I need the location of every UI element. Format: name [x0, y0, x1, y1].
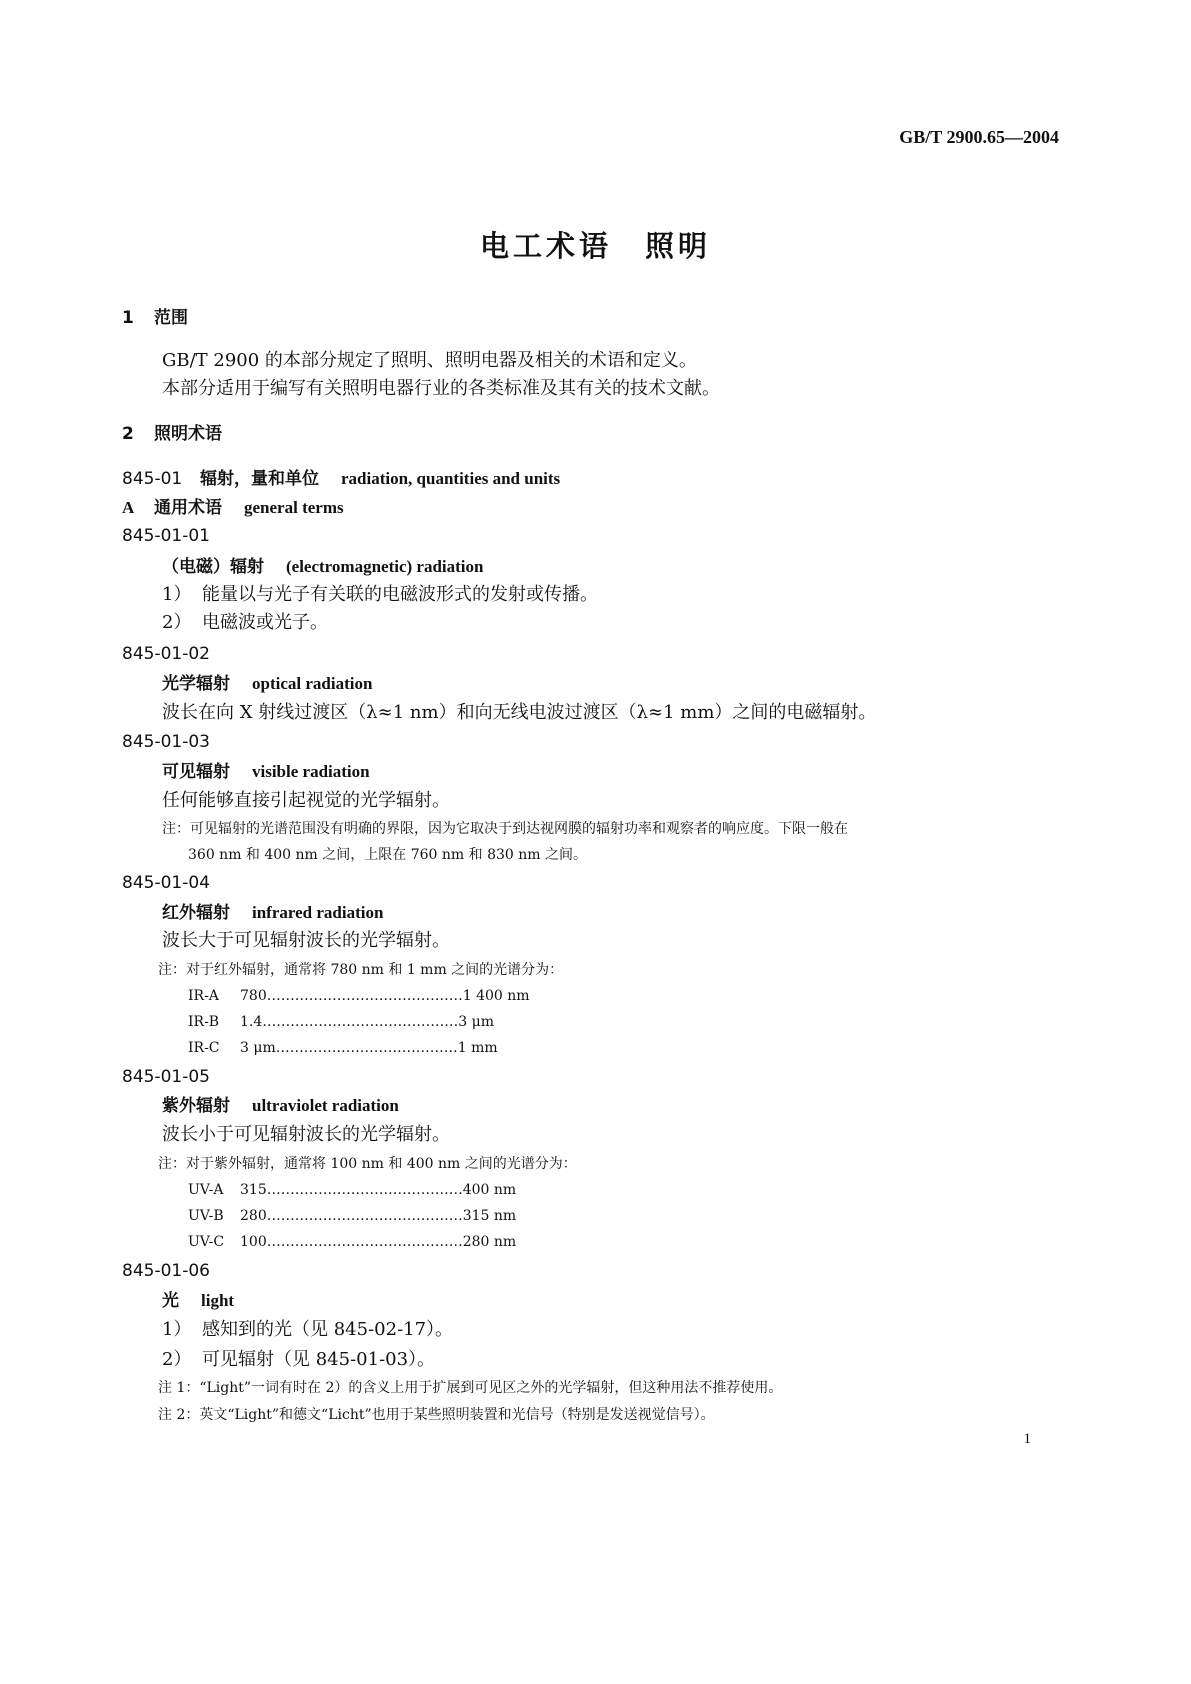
band-label: IR-C [188, 1040, 220, 1056]
band-label: UV-A [188, 1182, 224, 1198]
term-code: 845-01-03 [122, 732, 210, 752]
band-range: 780……………………………………1 400 nm [240, 988, 530, 1004]
term-name-en: optical radiation [252, 674, 373, 693]
term-name-en: infrared radiation [252, 903, 384, 922]
note-text: 注 1：“Light”一词有时在 2）的含义上用于扩展到可见区之外的光学辐射，但这种用法不推荐使用。 [158, 1380, 783, 1396]
band-label: IR-A [188, 988, 219, 1004]
definition-text: 能量以与光子有关联的电磁波形式的发射或传播。 [202, 584, 598, 605]
group-heading [122, 470, 560, 488]
term-name [162, 558, 483, 576]
definition-item [162, 1351, 435, 1369]
definition-number: 1） [162, 1319, 192, 1340]
band-range: 280……………………………………315 nm [240, 1208, 517, 1224]
definition-number: 2） [162, 612, 192, 633]
term-name-zh: 光学辐射 [162, 674, 230, 694]
definition-text: 任何能够直接引起视觉的光学辐射。 [162, 790, 450, 811]
definition-item [162, 1321, 453, 1339]
note-text: 注 2：英文“Light”和德文“Licht”也用于某些照明装置和光信号（特别是发送视觉信号）。 [158, 1407, 715, 1423]
definition-text: 波长小于可见辐射波长的光学辐射。 [162, 1124, 450, 1145]
section-number: 2 [122, 424, 134, 444]
term-name-zh: 可见辐射 [162, 762, 230, 782]
scope-paragraph-1: GB/T 2900 的本部分规定了照明、照明电器及相关的术语和定义。 [162, 350, 697, 371]
definition-text: 电磁波或光子。 [202, 612, 328, 633]
term-name-zh: 光 [162, 1291, 179, 1311]
group-title-en: radiation, quantities and units [341, 469, 561, 488]
standard-code: GB/T 2900.65—2004 [899, 127, 1059, 147]
term-name-zh: 紫外辐射 [162, 1096, 230, 1116]
term-name-en: light [201, 1291, 235, 1310]
section-title: 范围 [154, 308, 188, 328]
section-heading-scope [122, 310, 188, 327]
term-name [162, 675, 372, 693]
section-heading-terms [122, 426, 222, 443]
page-number: 1 [1023, 1431, 1031, 1447]
definition-text: 可见辐射（见 845-01-03）。 [202, 1349, 436, 1370]
definition-item [162, 614, 328, 632]
definition-item [162, 586, 598, 604]
subgroup-title-zh: 通用术语 [154, 498, 222, 518]
band-row [188, 1041, 498, 1055]
band-range: 1.4……………………………………3 μm [240, 1014, 494, 1030]
term-name [162, 763, 370, 781]
definition-text: 感知到的光（见 845-02-17）。 [202, 1319, 454, 1340]
band-row [188, 989, 530, 1003]
term-name [162, 1292, 234, 1310]
term-name-en: ultraviolet radiation [252, 1096, 399, 1115]
subgroup-title-en: general terms [244, 498, 344, 517]
definition-number: 1） [162, 584, 192, 605]
term-code: 845-01-06 [122, 1261, 210, 1281]
band-range: 3 μm…………………………………1 mm [240, 1040, 498, 1056]
term-code: 845-01-01 [122, 526, 210, 546]
band-range: 100……………………………………280 nm [240, 1234, 517, 1250]
note-text: 注：可见辐射的光谱范围没有明确的界限，因为它取决于到达视网膜的辐射功率和观察者的响应度。下限一般在 [162, 821, 848, 837]
section-title: 照明术语 [154, 424, 222, 444]
subgroup-heading [122, 499, 344, 517]
definition-number: 2） [162, 1349, 192, 1370]
definition-text: 波长大于可见辐射波长的光学辐射。 [162, 930, 450, 951]
term-name [162, 904, 383, 922]
scope-paragraph-2: 本部分适用于编写有关照明电器行业的各类标准及其有关的技术文献。 [162, 378, 720, 399]
band-label: IR-B [188, 1014, 220, 1030]
band-row [188, 1235, 516, 1249]
subgroup-letter: A [122, 498, 135, 517]
term-name-en: visible radiation [252, 762, 370, 781]
band-label: UV-C [188, 1234, 225, 1250]
term-name-en: (electromagnetic) radiation [286, 557, 484, 576]
band-range: 315……………………………………400 nm [240, 1182, 517, 1198]
band-row [188, 1015, 494, 1029]
term-code: 845-01-02 [122, 644, 210, 664]
term-code: 845-01-05 [122, 1067, 210, 1087]
band-row [188, 1209, 516, 1223]
section-number: 1 [122, 308, 134, 328]
band-row [188, 1183, 516, 1197]
document-title: 电工术语 照明 [479, 229, 711, 263]
term-name [162, 1097, 399, 1115]
term-name-zh: 红外辐射 [162, 903, 230, 923]
definition-text: 波长在向 X 射线过渡区（λ≈1 nm）和向无线电波过渡区（λ≈1 mm）之间的电磁辐射。 [162, 702, 877, 723]
note-text: 注：对于紫外辐射，通常将 100 nm 和 400 nm 之间的光谱分为： [158, 1156, 577, 1172]
note-text: 注：对于红外辐射，通常将 780 nm 和 1 mm 之间的光谱分为： [158, 962, 564, 978]
term-name-zh: （电磁）辐射 [162, 557, 264, 577]
term-code: 845-01-04 [122, 873, 210, 893]
band-label: UV-B [188, 1208, 224, 1224]
group-title-zh: 辐射，量和单位 [200, 469, 319, 489]
note-text-continued: 360 nm 和 400 nm 之间，上限在 760 nm 和 830 nm 之间。 [188, 847, 588, 863]
group-code: 845-01 [122, 469, 183, 489]
